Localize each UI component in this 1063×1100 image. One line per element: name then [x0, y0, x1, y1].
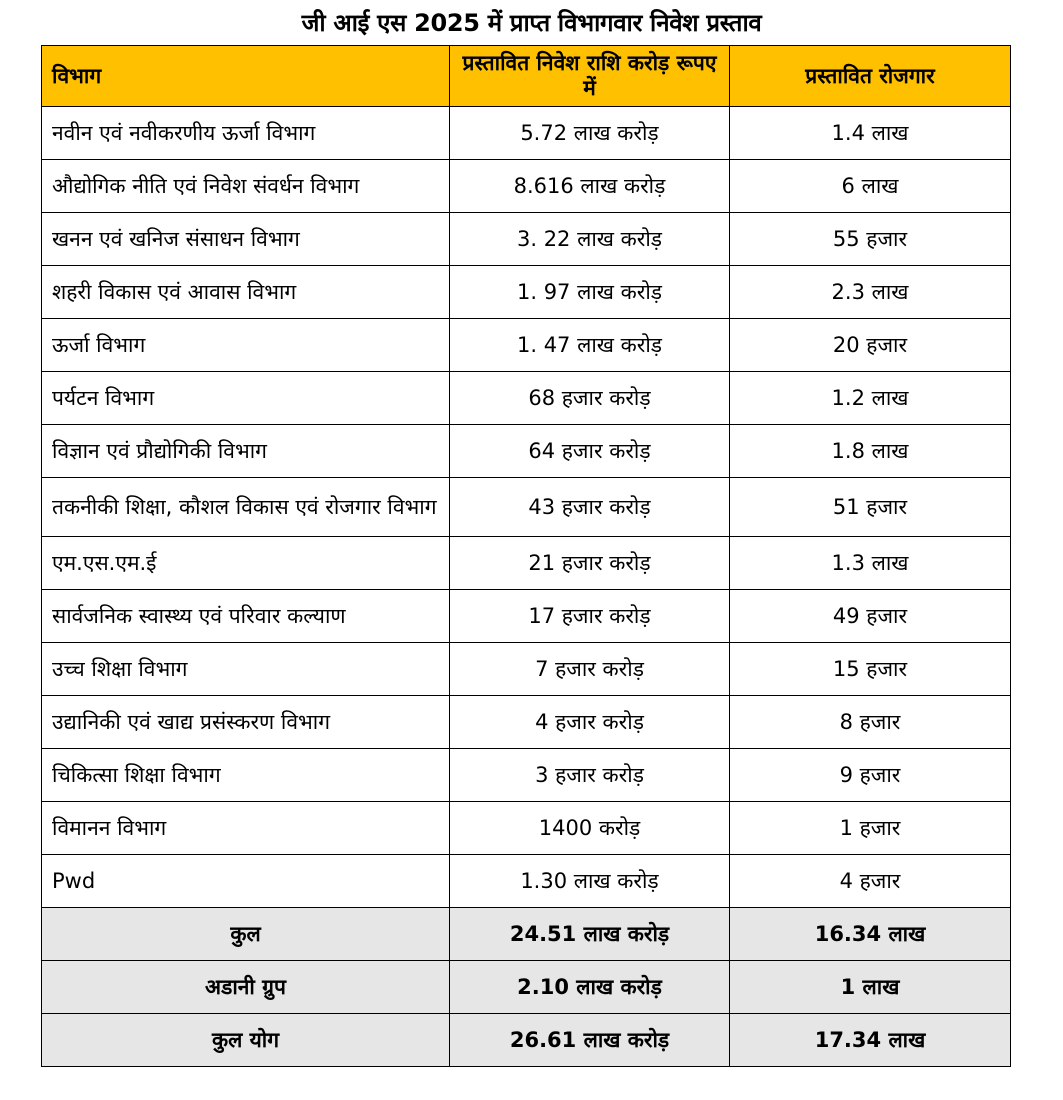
department-cell: नवीन एवं नवीकरणीय ऊर्जा विभाग [42, 107, 450, 160]
table-row [42, 802, 1011, 855]
investment-cell: 21 हजार करोड़ [450, 537, 730, 590]
investment-cell: 1. 97 लाख करोड़ [450, 266, 730, 319]
department-cell: शहरी विकास एवं आवास विभाग [42, 266, 450, 319]
total-employment-cell: 17.34 लाख [730, 1014, 1011, 1067]
investment-cell: 68 हजार करोड़ [450, 372, 730, 425]
total-employment-cell: 16.34 लाख [730, 908, 1011, 961]
investment-cell: 4 हजार करोड़ [450, 696, 730, 749]
table-row [42, 478, 1011, 537]
total-investment-cell: 26.61 लाख करोड़ [450, 1014, 730, 1067]
table-row [42, 160, 1011, 213]
table-row [42, 319, 1011, 372]
investment-cell: 17 हजार करोड़ [450, 590, 730, 643]
total-label-cell: कुल योग [42, 1014, 450, 1067]
department-cell: चिकित्सा शिक्षा विभाग [42, 749, 450, 802]
total-investment-cell: 2.10 लाख करोड़ [450, 961, 730, 1014]
total-investment-cell: 24.51 लाख करोड़ [450, 908, 730, 961]
investment-cell: 3 हजार करोड़ [450, 749, 730, 802]
header-department: विभाग [42, 46, 450, 107]
table-row [42, 749, 1011, 802]
department-cell: पर्यटन विभाग [42, 372, 450, 425]
investment-cell: 3. 22 लाख करोड़ [450, 213, 730, 266]
employment-cell: 55 हजार [730, 213, 1011, 266]
employment-cell: 8 हजार [730, 696, 1011, 749]
investment-cell: 64 हजार करोड़ [450, 425, 730, 478]
department-cell: खनन एवं खनिज संसाधन विभाग [42, 213, 450, 266]
investment-cell: 1.30 लाख करोड़ [450, 855, 730, 908]
employment-cell: 4 हजार [730, 855, 1011, 908]
employment-cell: 1.2 लाख [730, 372, 1011, 425]
table-row [42, 643, 1011, 696]
employment-cell: 20 हजार [730, 319, 1011, 372]
total-row [42, 908, 1011, 961]
table-row [42, 266, 1011, 319]
table-row [42, 107, 1011, 160]
table-row [42, 372, 1011, 425]
total-label-cell: अडानी ग्रुप [42, 961, 450, 1014]
department-cell: औद्योगिक नीति एवं निवेश संवर्धन विभाग [42, 160, 450, 213]
adani-group-row [42, 961, 1011, 1014]
header-investment: प्रस्तावित निवेश राशि करोड़ रूपए में [450, 46, 730, 107]
table-body [42, 107, 1011, 908]
header-employment: प्रस्तावित रोजगार [730, 46, 1011, 107]
department-cell: विमानन विभाग [42, 802, 450, 855]
table-row [42, 590, 1011, 643]
investment-cell: 8.616 लाख करोड़ [450, 160, 730, 213]
department-cell: तकनीकी शिक्षा, कौशल विकास एवं रोजगार विभाग [42, 478, 450, 537]
employment-cell: 1.4 लाख [730, 107, 1011, 160]
table-row [42, 213, 1011, 266]
total-label-cell: कुल [42, 908, 450, 961]
investment-cell: 5.72 लाख करोड़ [450, 107, 730, 160]
investment-cell: 43 हजार करोड़ [450, 478, 730, 537]
employment-cell: 9 हजार [730, 749, 1011, 802]
page-title: जी आई एस 2025 में प्राप्त विभागवार निवेश प्रस्ताव [301, 9, 762, 37]
table-row [42, 696, 1011, 749]
employment-cell: 49 हजार [730, 590, 1011, 643]
department-cell: सार्वजनिक स्वास्थ्य एवं परिवार कल्याण [42, 590, 450, 643]
table-header-row [42, 46, 1011, 107]
employment-cell: 1 हजार [730, 802, 1011, 855]
table-row [42, 537, 1011, 590]
investment-cell: 1. 47 लाख करोड़ [450, 319, 730, 372]
employment-cell: 6 लाख [730, 160, 1011, 213]
investment-proposals-table [41, 45, 1011, 1067]
employment-cell: 15 हजार [730, 643, 1011, 696]
employment-cell: 1.3 लाख [730, 537, 1011, 590]
department-cell: विज्ञान एवं प्रौद्योगिकी विभाग [42, 425, 450, 478]
table-row [42, 425, 1011, 478]
department-cell: उद्यानिकी एवं खाद्य प्रसंस्करण विभाग [42, 696, 450, 749]
investment-cell: 7 हजार करोड़ [450, 643, 730, 696]
department-cell: एम.एस.एम.ई [42, 537, 450, 590]
department-cell: ऊर्जा विभाग [42, 319, 450, 372]
investment-cell: 1400 करोड़ [450, 802, 730, 855]
employment-cell: 1.8 लाख [730, 425, 1011, 478]
table-row [42, 855, 1011, 908]
department-cell: उच्च शिक्षा विभाग [42, 643, 450, 696]
total-employment-cell: 1 लाख [730, 961, 1011, 1014]
employment-cell: 2.3 लाख [730, 266, 1011, 319]
employment-cell: 51 हजार [730, 478, 1011, 537]
totals-body [42, 908, 1011, 1067]
grand-total-row [42, 1014, 1011, 1067]
department-cell: Pwd [42, 855, 450, 908]
